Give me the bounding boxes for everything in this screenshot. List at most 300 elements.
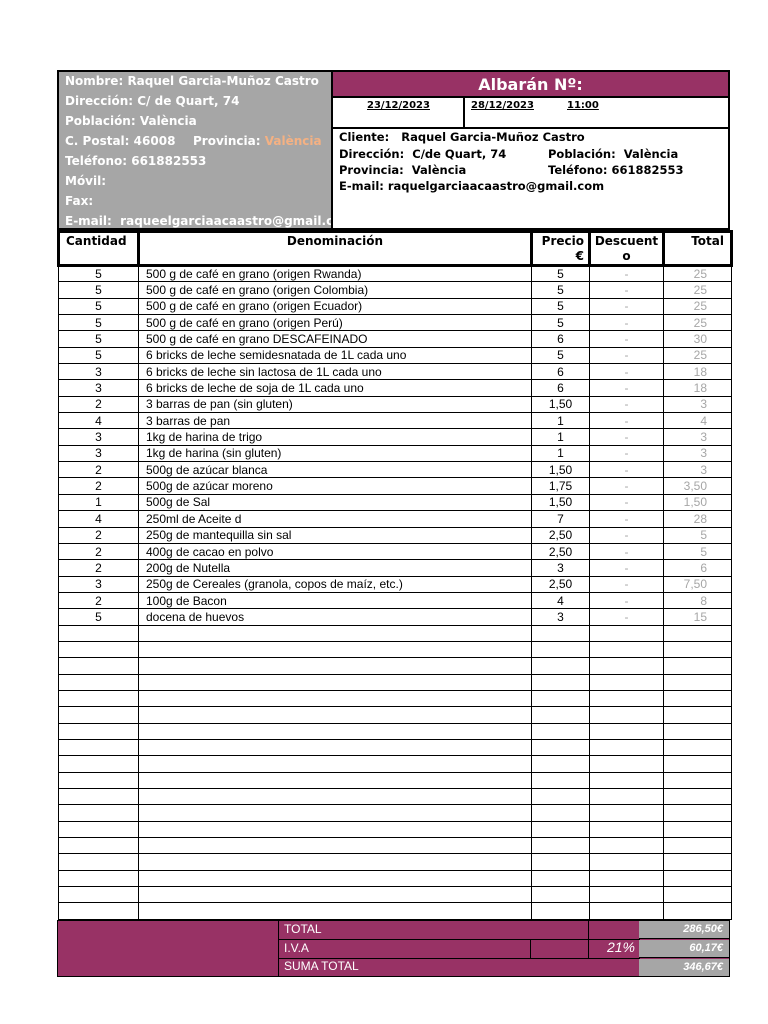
empty-row [59, 641, 732, 657]
item-quantity [59, 658, 139, 674]
sender-email-value: raqueelgarciaacaastro@gmail.com [120, 214, 354, 228]
sender-province [193, 134, 322, 148]
empty-row [59, 756, 732, 772]
client-address [339, 147, 506, 161]
client-province-label: Provincia: [339, 163, 404, 177]
item-price [532, 756, 590, 772]
item-row [59, 462, 732, 478]
item-total: 3 [664, 429, 732, 445]
header-total: Total [664, 232, 732, 266]
item-row [59, 543, 732, 559]
item-description [139, 707, 532, 723]
item-description: 200g de Nutella [139, 560, 532, 576]
item-discount: - [590, 462, 664, 478]
sender-city-label: Población: [65, 114, 136, 128]
item-discount: - [590, 413, 664, 429]
item-quantity: 2 [59, 478, 139, 494]
item-total: 28 [664, 511, 732, 527]
header-denominacion: Denominación [139, 232, 532, 266]
albaran-title: Albarán Nº: [333, 72, 728, 98]
item-quantity: 3 [59, 576, 139, 592]
sender-info [59, 72, 354, 228]
item-price [532, 854, 590, 870]
item-total: 7,50 [664, 576, 732, 592]
item-quantity: 1 [59, 494, 139, 510]
item-price [532, 821, 590, 837]
item-discount [590, 658, 664, 674]
item-row [59, 347, 732, 363]
item-quantity [59, 854, 139, 870]
item-price [532, 805, 590, 821]
item-discount: - [590, 478, 664, 494]
item-price [532, 789, 590, 805]
dates-row [333, 98, 728, 129]
item-discount [590, 854, 664, 870]
item-row [59, 380, 732, 396]
item-total: 15 [664, 609, 732, 625]
item-total [664, 641, 732, 657]
item-description [139, 690, 532, 706]
item-quantity [59, 887, 139, 903]
item-discount [590, 789, 664, 805]
item-description [139, 805, 532, 821]
client-email-label: E-mail: [339, 179, 384, 193]
item-quantity [59, 690, 139, 706]
item-row [59, 364, 732, 380]
item-total: 8 [664, 592, 732, 608]
item-row [59, 560, 732, 576]
item-description: 1kg de harina (sin gluten) [139, 445, 532, 461]
item-description [139, 870, 532, 886]
item-description: 100g de Bacon [139, 592, 532, 608]
item-description: 1kg de harina de trigo [139, 429, 532, 445]
item-total: 30 [664, 331, 732, 347]
sender-city-value: València [139, 114, 197, 128]
item-quantity: 2 [59, 560, 139, 576]
sender-mobile-label: Móvil: [65, 174, 107, 188]
sender-phone-label: Teléfono: [65, 154, 128, 168]
item-description: docena de huevos [139, 609, 532, 625]
item-price [532, 723, 590, 739]
item-total: 6 [664, 560, 732, 576]
client-city-label: Población: [548, 147, 616, 161]
item-discount [590, 707, 664, 723]
item-price: 6 [532, 380, 590, 396]
item-row [59, 429, 732, 445]
item-description [139, 739, 532, 755]
empty-row [59, 838, 732, 854]
albaran-panel [331, 72, 728, 228]
item-discount: - [590, 396, 664, 412]
item-quantity: 2 [59, 396, 139, 412]
item-description: 250g de Cereales (granola, copos de maíz, etc.) [139, 576, 532, 592]
item-description [139, 887, 532, 903]
item-description: 6 bricks de leche de soja de 1L cada uno [139, 380, 532, 396]
totals-rule [588, 921, 589, 958]
item-discount [590, 690, 664, 706]
delivery-note [57, 70, 730, 977]
item-quantity: 5 [59, 331, 139, 347]
item-discount [590, 674, 664, 690]
item-quantity: 3 [59, 380, 139, 396]
item-quantity [59, 821, 139, 837]
item-total [664, 887, 732, 903]
sender-name-label: Nombre: [65, 74, 124, 88]
item-discount: - [590, 494, 664, 510]
item-price [532, 674, 590, 690]
item-quantity: 2 [59, 462, 139, 478]
item-discount [590, 723, 664, 739]
item-price: 1,50 [532, 494, 590, 510]
sender-fax [65, 194, 93, 208]
item-price [532, 739, 590, 755]
client-address-value: C/de Quart, 74 [412, 147, 507, 161]
item-total: 25 [664, 282, 732, 298]
item-total: 25 [664, 315, 732, 331]
sender-postal-label: C. Postal: [65, 134, 130, 148]
item-price [532, 625, 590, 641]
item-price: 5 [532, 298, 590, 314]
item-price: 6 [532, 331, 590, 347]
item-total [664, 674, 732, 690]
item-row [59, 494, 732, 510]
item-price [532, 772, 590, 788]
item-discount: - [590, 445, 664, 461]
empty-row [59, 739, 732, 755]
item-total: 18 [664, 380, 732, 396]
item-price [532, 903, 590, 919]
issue-date: 23/12/2023 [367, 100, 430, 111]
dates-divider [463, 98, 465, 127]
item-total [664, 903, 732, 919]
item-total [664, 690, 732, 706]
item-description: 400g de cacao en polvo [139, 543, 532, 559]
item-total [664, 772, 732, 788]
item-discount [590, 903, 664, 919]
item-quantity [59, 739, 139, 755]
item-description: 500 g de café en grano (origen Rwanda) [139, 266, 532, 282]
sender-fax-label: Fax: [65, 194, 94, 208]
item-discount: - [590, 609, 664, 625]
item-discount: - [590, 527, 664, 543]
item-quantity [59, 641, 139, 657]
item-total: 25 [664, 347, 732, 363]
item-discount [590, 821, 664, 837]
item-description [139, 789, 532, 805]
item-price: 3 [532, 560, 590, 576]
empty-row [59, 870, 732, 886]
header-descuento: Descuento [590, 232, 664, 266]
item-discount: - [590, 543, 664, 559]
delivery-date: 28/12/2023 [471, 100, 534, 111]
iva-label: I.V.A [284, 940, 309, 955]
item-price [532, 641, 590, 657]
client-phone-value: 661882553 [611, 163, 684, 177]
iva-percent: 21% [606, 938, 635, 955]
sender-province-value: València [264, 134, 322, 148]
item-row [59, 298, 732, 314]
sender-city [65, 114, 197, 128]
item-discount [590, 838, 664, 854]
item-price: 5 [532, 282, 590, 298]
item-price: 7 [532, 511, 590, 527]
item-quantity: 5 [59, 266, 139, 282]
item-discount: - [590, 429, 664, 445]
empty-row [59, 805, 732, 821]
sender-postal [65, 134, 175, 148]
item-price: 5 [532, 315, 590, 331]
item-total: 4 [664, 413, 732, 429]
item-price [532, 690, 590, 706]
item-description: 6 bricks de leche semidesnatada de 1L cada uno [139, 347, 532, 363]
sender-address-label: Dirección: [65, 94, 134, 108]
item-discount: - [590, 331, 664, 347]
item-price: 2,50 [532, 527, 590, 543]
item-price: 1 [532, 413, 590, 429]
client-name [339, 130, 585, 144]
item-discount [590, 739, 664, 755]
item-description: 250g de mantequilla sin sal [139, 527, 532, 543]
item-price: 3 [532, 609, 590, 625]
item-quantity [59, 838, 139, 854]
item-price: 1 [532, 445, 590, 461]
item-total: 5 [664, 527, 732, 543]
client-address-label: Dirección: [339, 147, 405, 161]
item-row [59, 527, 732, 543]
item-quantity: 2 [59, 543, 139, 559]
item-row [59, 576, 732, 592]
empty-row [59, 625, 732, 641]
empty-row [59, 887, 732, 903]
client-province-value: València [411, 163, 467, 177]
item-row [59, 511, 732, 527]
item-discount: - [590, 298, 664, 314]
item-price: 2,50 [532, 576, 590, 592]
item-quantity [59, 674, 139, 690]
item-total [664, 658, 732, 674]
item-description: 250ml de Aceite d [139, 511, 532, 527]
item-description: 500g de azúcar blanca [139, 462, 532, 478]
item-discount: - [590, 560, 664, 576]
item-total: 3 [664, 462, 732, 478]
item-discount [590, 641, 664, 657]
client-email-value: raquelgarciaacaastro@gmail.com [387, 179, 605, 193]
item-price [532, 870, 590, 886]
item-total: 25 [664, 266, 732, 282]
item-row [59, 478, 732, 494]
item-discount [590, 625, 664, 641]
item-quantity [59, 789, 139, 805]
item-discount: - [590, 576, 664, 592]
client-name-label: Cliente: [339, 130, 390, 144]
item-discount [590, 772, 664, 788]
item-discount: - [590, 592, 664, 608]
empty-row [59, 789, 732, 805]
item-quantity: 2 [59, 592, 139, 608]
totals-rule [278, 939, 640, 940]
grand-total-label: SUMA TOTAL [284, 958, 359, 973]
item-description [139, 821, 532, 837]
sender-mobile [65, 174, 106, 188]
item-total: 1,50 [664, 494, 732, 510]
totals-rule [530, 939, 531, 958]
item-quantity: 3 [59, 445, 139, 461]
item-quantity: 5 [59, 609, 139, 625]
item-description: 500 g de café en grano (origen Perú) [139, 315, 532, 331]
item-quantity: 5 [59, 347, 139, 363]
item-discount: - [590, 511, 664, 527]
item-price: 1,50 [532, 396, 590, 412]
client-name-value: Raquel Garcia-Muñoz Castro [401, 130, 585, 144]
item-description [139, 674, 532, 690]
item-discount [590, 887, 664, 903]
empty-row [59, 723, 732, 739]
item-discount [590, 870, 664, 886]
item-price [532, 707, 590, 723]
item-price: 5 [532, 266, 590, 282]
client-info [333, 129, 728, 224]
grand-total-value: 346,67€ [639, 959, 729, 976]
item-discount: - [590, 266, 664, 282]
totals-block [57, 920, 730, 977]
item-description [139, 838, 532, 854]
item-discount: - [590, 315, 664, 331]
item-description: 6 bricks de leche sin lactosa de 1L cada uno [139, 364, 532, 380]
item-total: 3 [664, 445, 732, 461]
empty-row [59, 658, 732, 674]
item-row [59, 282, 732, 298]
item-total: 5 [664, 543, 732, 559]
item-price: 5 [532, 347, 590, 363]
item-row [59, 315, 732, 331]
item-total: 3,50 [664, 478, 732, 494]
sender-phone [65, 154, 206, 168]
item-price [532, 838, 590, 854]
item-row [59, 592, 732, 608]
client-city-value: València [623, 147, 679, 161]
item-quantity: 3 [59, 364, 139, 380]
empty-row [59, 821, 732, 837]
item-total [664, 723, 732, 739]
sender-email [65, 214, 354, 228]
item-price: 4 [532, 592, 590, 608]
item-quantity [59, 870, 139, 886]
item-quantity: 4 [59, 511, 139, 527]
header-precio: Precio € [532, 232, 590, 266]
items-body [59, 266, 732, 920]
item-description [139, 625, 532, 641]
item-quantity [59, 772, 139, 788]
item-discount: - [590, 364, 664, 380]
item-description [139, 903, 532, 919]
item-description [139, 756, 532, 772]
item-description [139, 658, 532, 674]
item-total [664, 854, 732, 870]
empty-row [59, 903, 732, 919]
header-cantidad: Cantidad [59, 232, 139, 266]
item-total [664, 756, 732, 772]
item-description: 500 g de café en grano (origen Colombia) [139, 282, 532, 298]
item-quantity [59, 756, 139, 772]
item-row [59, 396, 732, 412]
item-quantity [59, 723, 139, 739]
item-row [59, 331, 732, 347]
item-quantity: 5 [59, 298, 139, 314]
item-description: 3 barras de pan [139, 413, 532, 429]
item-discount: - [590, 282, 664, 298]
item-description [139, 641, 532, 657]
iva-value: 60,17€ [639, 940, 729, 958]
empty-row [59, 854, 732, 870]
totals-divider [278, 921, 279, 976]
sender-address-value: C/ de Quart, 74 [137, 94, 240, 108]
item-price [532, 658, 590, 674]
item-quantity: 2 [59, 527, 139, 543]
item-total [664, 838, 732, 854]
item-total [664, 707, 732, 723]
client-email [339, 179, 604, 193]
empty-row [59, 690, 732, 706]
item-total: 25 [664, 298, 732, 314]
sender-email-label: E-mail: [65, 214, 112, 228]
item-total [664, 805, 732, 821]
sender-name-value: Raquel Garcia-Muñoz Castro [127, 74, 319, 88]
item-price: 2,50 [532, 543, 590, 559]
item-total [664, 739, 732, 755]
item-price: 6 [532, 364, 590, 380]
item-quantity [59, 707, 139, 723]
item-description: 500g de azúcar moreno [139, 478, 532, 494]
item-row [59, 609, 732, 625]
item-price [532, 887, 590, 903]
item-quantity [59, 903, 139, 919]
item-quantity [59, 625, 139, 641]
item-description [139, 723, 532, 739]
item-total [664, 625, 732, 641]
sender-postal-value: 46008 [133, 134, 176, 148]
item-row [59, 266, 732, 282]
sender-address [65, 94, 239, 108]
item-discount: - [590, 380, 664, 396]
sender-phone-value: 661882553 [131, 154, 207, 168]
client-city [548, 147, 678, 161]
item-description [139, 854, 532, 870]
item-quantity [59, 805, 139, 821]
item-total [664, 870, 732, 886]
item-description: 500 g de café en grano (origen Ecuador) [139, 298, 532, 314]
item-discount: - [590, 347, 664, 363]
item-description: 500g de Sal [139, 494, 532, 510]
item-row [59, 413, 732, 429]
item-description: 500 g de café en grano DESCAFEINADO [139, 331, 532, 347]
delivery-time: 11:00 [567, 100, 599, 111]
item-price: 1,50 [532, 462, 590, 478]
items-table [57, 230, 733, 920]
item-total [664, 789, 732, 805]
total-label: TOTAL [284, 921, 322, 936]
item-quantity: 4 [59, 413, 139, 429]
item-total: 3 [664, 396, 732, 412]
empty-row [59, 707, 732, 723]
item-discount [590, 805, 664, 821]
sender-province-label: Provincia: [193, 134, 261, 148]
item-total: 18 [664, 364, 732, 380]
client-province [339, 163, 466, 177]
item-description: 3 barras de pan (sin gluten) [139, 396, 532, 412]
total-value: 286,50€ [639, 921, 729, 939]
item-discount [590, 756, 664, 772]
header [57, 70, 730, 230]
